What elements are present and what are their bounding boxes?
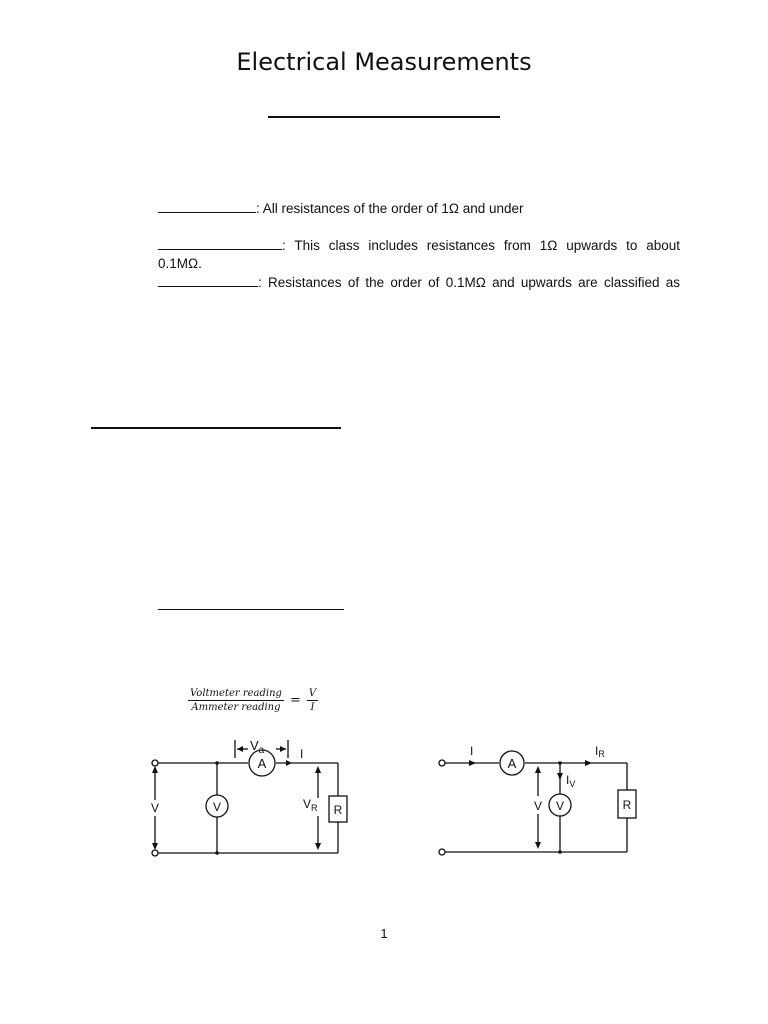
definition-text: : All resistances of the order of 1Ω and under: [256, 201, 524, 216]
voltmeter-label: V: [212, 800, 222, 814]
resistor-current-label: IR: [595, 744, 605, 759]
formula-numerator: Voltmeter reading: [190, 688, 282, 699]
definition-high-resistance: [158, 272, 680, 292]
circuit-diagram-ammeter-voltmeter-method-b: [430, 728, 650, 862]
formula-equals: =: [289, 693, 301, 708]
ammeter-label: A: [507, 756, 517, 771]
resistor-label: R: [333, 803, 343, 817]
voltmeter-current-label: $I_V$: [566, 773, 576, 789]
subsection-heading-blank: [158, 609, 344, 610]
supply-voltage-label: V: [150, 801, 160, 815]
terminal-icon: [439, 849, 445, 855]
section-heading-blank: [91, 427, 341, 429]
formula-right-fraction: [307, 688, 318, 713]
circuit-diagram-ammeter-voltmeter-method-a: [140, 728, 360, 862]
fill-in-blank: [158, 235, 282, 250]
fill-in-blank: [158, 272, 258, 287]
definition-medium-resistance: [158, 235, 680, 255]
resistance-formula: [188, 688, 318, 713]
voltmeter-label: V: [555, 799, 565, 813]
current-label: I: [300, 747, 304, 761]
formula-left-fraction: [188, 688, 284, 713]
terminal-icon: [439, 760, 445, 766]
resistor-drop-label: $V_R$: [303, 797, 318, 813]
fill-in-blank: [158, 198, 256, 213]
definition-continuation: 0.1MΩ.: [158, 256, 202, 271]
page-title: Electrical Measurements: [236, 48, 532, 76]
formula-denominator: Ammeter reading: [191, 702, 281, 713]
formula-denominator: I: [310, 702, 315, 713]
definition-text: : Resistances of the order of 0.1MΩ and upwards are classified as: [258, 275, 680, 290]
voltage-label: V: [533, 799, 543, 813]
resistor-label: R: [622, 798, 632, 812]
terminal-icon: [152, 850, 158, 856]
input-current-label: I: [470, 744, 474, 758]
formula-numerator: V: [308, 688, 317, 699]
definition-low-resistance: [158, 198, 680, 218]
terminal-icon: [152, 760, 158, 766]
ammeter-drop-label: $V_a$: [250, 738, 265, 756]
page-number: 1: [380, 926, 388, 941]
ammeter-label: A: [257, 756, 267, 771]
definition-text: : This class includes resistances from 1Ω upwards to about: [282, 238, 680, 253]
title-underline-blank: [268, 116, 500, 118]
